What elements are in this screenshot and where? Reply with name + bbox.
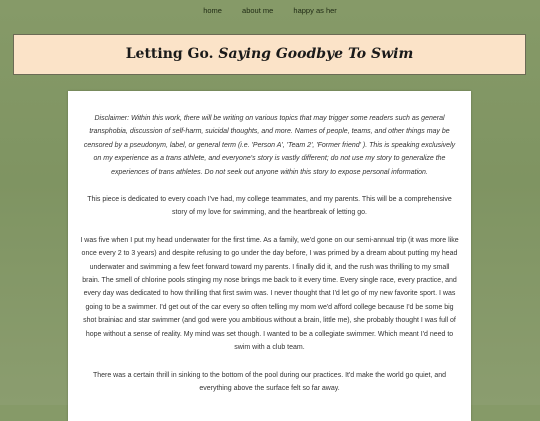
story-content-panel (68, 91, 471, 421)
story-paragraph: There was a certain thrill in sinking to the bottom of the pool during our practices. It'd make the world go quiet, and everything above the surface felt so far away. (92, 371, 447, 392)
top-nav (0, 6, 540, 15)
page-title-main: Letting Go. (125, 46, 214, 62)
nav-link-about-me[interactable]: about me (242, 6, 274, 15)
page-title (14, 35, 525, 62)
nav-link-home[interactable]: home (203, 6, 222, 15)
nav-link-happy-as-her[interactable]: happy as her (293, 6, 337, 15)
title-banner (13, 34, 526, 75)
story-paragraph: I was five when I put my head underwater for the first time. As a family, we'd gone on our semi-annual trip (it was more like once every 2 to 3 years) and despite refusing to go under the day before, I was primed by a dream about putting my head underwater and swimming a few feet forward toward my parents. I finally did it, and the rush was thrilling to my small brain. The smell of chlorine pools stinging my nose brings me back to it every time. Every single race, every practice, and every day was dedicated to how thrilling that first swim was. I never thought that I'd let go of my new favorite sport. I was going to be a swimmer. I'd get out of the car every so often telling my mom we'd afford college because I'd be some big shot brainiac and star swimmer (and god were you ambitious without a brain, little me), she probably thought I was full of hope without a sense of reality. My mind was set though. I wanted to be a collegiate swimmer. Which meant I'd need to swim with a club team. (80, 236, 459, 352)
page-title-sub: Saying Goodbye To Swim (218, 46, 414, 62)
dedication-text: This piece is dedicated to every coach I've had, my college teammates, and my parents. This will be a comprehensive story of my love for swimming, and the heartbreak of letting go. (87, 196, 452, 217)
disclaimer-text: Disclaimer: Within this work, there will be writing on various topics that may trigger some readers such as general transphobia, discussion of self-harm, suicidal thoughts, and more. Names of people, teams, and other things may be censored by a pseudonym, label, or general term (i.e. 'Person A', 'Team 2', 'Former friend' ). This is speaking exclusively on my experience as a trans athlete, and everyone's story is vastly different; do not use my story to generalize the experiences of trans athletes. Do not seek out anyone within this story to expose personal information. (83, 115, 456, 176)
